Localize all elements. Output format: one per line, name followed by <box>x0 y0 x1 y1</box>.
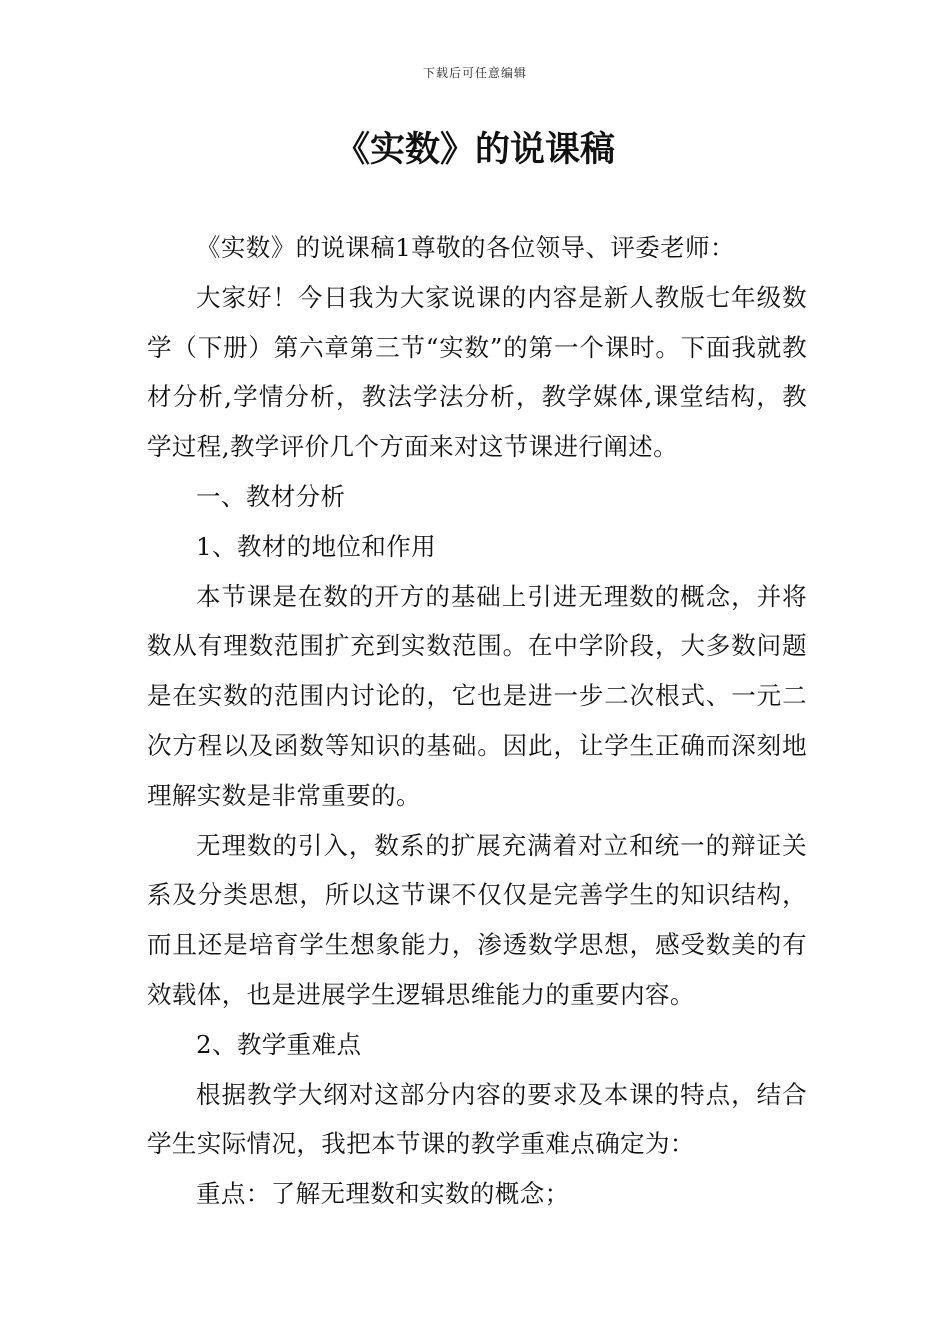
paragraph-intro: 大家好！今日我为大家说课的内容是新人教版七年级数学（下册）第六章第三节“实数”的第一个课时。下面我就教材分析,学情分析，教法学法分析，教学媒体,课堂结构，教学过程,教学评价几个方面来对这节课进行阐述。 <box>147 282 807 462</box>
section-heading-textbook-analysis: 一、教材分析 <box>196 481 346 511</box>
subsection-heading-key-points: 2、教学重难点 <box>196 1029 362 1059</box>
paragraph-salutation: 《实数》的说课稿1尊敬的各位领导、评委老师： <box>196 233 735 262</box>
paragraph-key-points: 根据教学大纲对这部分内容的要求及本课的特点，结合学生实际情况，我把本节课的教学重难点确定为： <box>147 1079 807 1159</box>
document-title: 《实数》的说课稿 <box>334 130 615 170</box>
paragraph-irrational-intro: 无理数的引入，数系的扩展充满着对立和统一的辩证关系及分类思想，所以这节课不仅仅是完善学生的知识结构，而且还是培育学生想象能力，渗透数学思想，感受数美的有效载体，也是进展学生逻辑思维能力的重要内容。 <box>147 830 807 1009</box>
paragraph-status-role: 本节课是在数的开方的基础上引进无理数的概念，并将数从有理数范围扩充到实数范围。在中学阶段，大多数问题是在实数的范围内讨论的，它也是进一步二次根式、一元二次方程以及函数等知识的基础。因此，让学生正确而深刻地理解实数是非常重要的。 <box>147 581 807 810</box>
paragraph-focus: 重点：了解无理数和实数的概念； <box>196 1179 570 1209</box>
subsection-heading-status-role: 1、教材的地位和作用 <box>196 531 437 561</box>
header-note: 下载后可任意编辑 <box>422 66 527 80</box>
document-body <box>147 223 807 1219</box>
